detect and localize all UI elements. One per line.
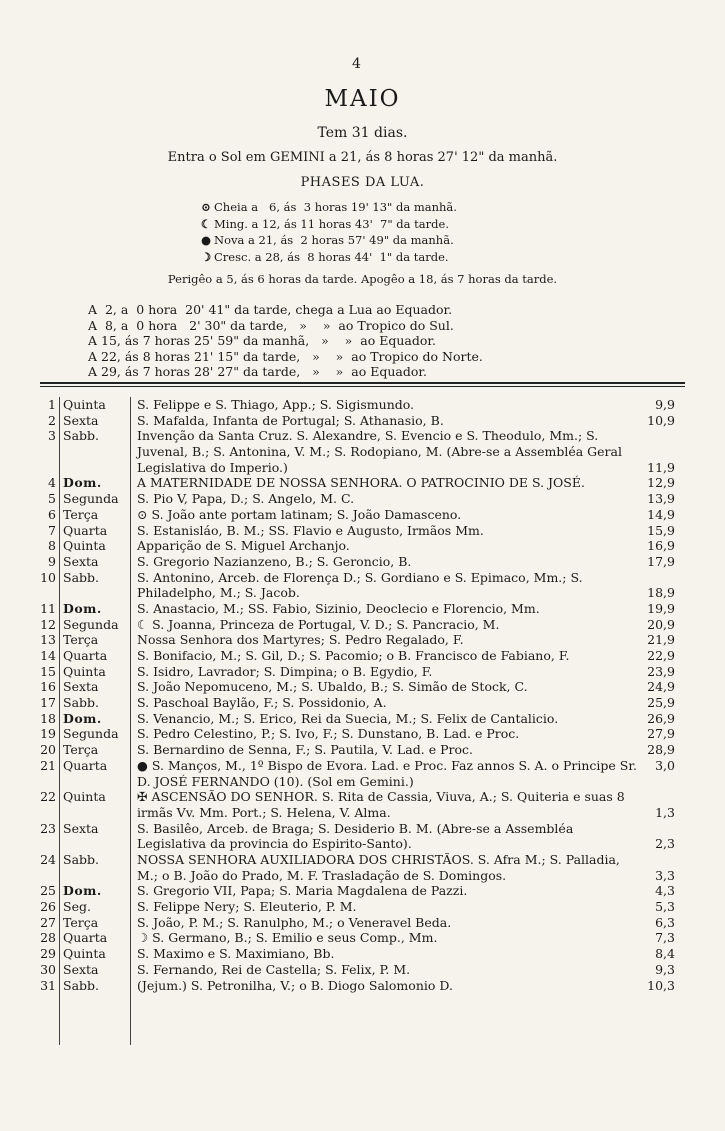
calendar-row [0,789,725,820]
weekday: Sabb. [63,695,99,711]
tide-value: 9,3 [655,961,675,977]
calendar-row [0,946,725,962]
day-number: 29 [40,946,56,962]
tide-value: 18,9 [647,585,675,601]
moon-phase-text: Cheia a 6, ás 3 horas 19' 13" da manhã. [214,200,457,214]
saints-entry: S. Bonifacio, M.; S. Gil, D.; S. Pacomio; o B. Francisco de Fabiano, F. [137,648,570,664]
tide-value: 27,9 [647,726,675,742]
moon-equator-row: A 8, a 0 hora 2' 30" da tarde, » » ao Tropico do Sul. [88,317,454,333]
calendar-row [0,648,725,664]
tide-value: 3,3 [655,867,675,883]
weekday: Quarta [63,648,108,664]
saints-entry: S. Isidro, Lavrador; S. Dimpina; o B. Egydio, F. [137,663,433,679]
day-number: 11 [40,600,56,616]
calendar-row [0,852,725,883]
tide-value: 14,9 [647,506,675,522]
tide-value: 19,9 [647,600,675,616]
saints-entry: S. Bernardino de Senna, F.; S. Pautila, V. Lad. e Proc. [137,742,473,758]
calendar-row [0,491,725,507]
weekday: Sexta [63,412,99,428]
tide-value: 8,4 [655,946,675,962]
moon-phase-text: Ming. a 12, ás 11 horas 43' 7" da tarde. [214,216,449,231]
moon-phase-icon: ● [200,233,212,247]
weekday: Quinta [63,663,106,679]
calendar-row [0,711,725,727]
tide-value: 24,9 [647,679,675,695]
day-number: 10 [40,569,56,585]
weekday: Segunda [63,616,119,632]
tide-value: 22,9 [647,648,675,664]
calendar-row [0,397,725,413]
weekday: Quarta [63,522,108,538]
weekday: Terça [63,632,99,648]
saints-entry: Invenção da Santa Cruz. S. Alexandre, S. Evencio e S. Theodulo, Mm.; S. Juvenal, B.; S. Antonina, V. M.; S. Rodopiano, M. (Abre-se a Assembléa Geral Legislativa do Imperio.) [137,428,622,475]
calendar-row [0,899,725,915]
calendar-row [0,679,725,695]
saints-entry: S. Felippe Nery; S. Eleuterio, P. M. [137,899,357,915]
perigee-apogee: Perigêo a 5, ás 6 horas da tarde. Apogêo a 18, ás 7 horas da tarde. [167,272,558,286]
day-number: 6 [48,506,56,522]
tide-value: 3,0 [655,757,675,773]
saints-entry: S. Pio V, Papa, D.; S. Angelo, M. C. [137,491,355,507]
tide-value: 10,9 [647,412,675,428]
day-number: 3 [48,428,56,444]
day-number: 27 [40,914,56,930]
weekday: Terça [63,914,99,930]
calendar-row [0,570,725,601]
saints-entry: ☾ S. Joanna, Princeza de Portugal, V. D.; S. Pancracio, M. [137,616,500,632]
saints-entry: S. Maximo e S. Maximiano, Bb. [137,946,335,962]
day-number: 12 [40,616,56,632]
moon-equator-row: A 15, ás 7 horas 25' 59" da manhã, » » ao Equador. [88,333,436,348]
moon-phases-list [198,200,457,266]
calendar-row [0,821,725,852]
weekday: Sexta [63,820,99,836]
tide-value: 25,9 [647,695,675,711]
day-number: 24 [40,852,56,868]
tide-value: 4,3 [655,883,675,899]
tide-value: 7,3 [655,930,675,946]
calendar-row [0,915,725,931]
weekday: Quinta [63,538,106,554]
calendar-row [0,978,725,994]
weekday: Quarta [63,930,108,946]
weekday: Quinta [63,397,106,412]
tide-value: 11,9 [647,459,675,475]
tide-value: 15,9 [647,522,675,538]
weekday: Sabb. [63,852,99,868]
day-number: 8 [48,538,56,554]
weekday: Segunda [63,491,119,507]
calendar-row [0,617,725,633]
moon-equator-row: A 2, a 0 hora 20' 41" da tarde, chega a Lua ao Equador. [88,302,453,317]
month-title: MAIO [324,86,401,112]
moon-phase-row [198,250,457,267]
saints-entry: S. Estanisláo, B. M.; SS. Flavio e Augusto, Irmãos Mm. [137,522,484,538]
day-number: 21 [40,757,56,773]
weekday: Dom. [63,883,102,899]
day-number: 2 [48,412,56,428]
day-number: 16 [40,679,56,695]
calendar-table [0,397,725,993]
weekday: Sexta [63,679,99,695]
calendar-row [0,742,725,758]
moon-equator-row: A 29, ás 7 horas 28' 27" da tarde, » » ao Equador. [88,364,427,379]
day-number: 1 [48,397,56,412]
saints-entry: S. Gregorio VII, Papa; S. Maria Magdalena de Pazzi. [137,883,468,899]
tide-value: 13,9 [647,491,675,507]
calendar-row [0,554,725,570]
saints-entry: S. Basilêo, Arceb. de Braga; S. Desiderio B. M. (Abre-se a Assembléa Legislativa da provincia do Espirito-Santo). [137,820,574,852]
weekday: Sexta [63,961,99,977]
day-number: 15 [40,663,56,679]
day-number: 26 [40,899,56,915]
weekday: Sexta [63,553,99,569]
tide-value: 17,9 [647,553,675,569]
saints-entry: NOSSA SENHORA AUXILIADORA DOS CHRISTÃOS. S. Afra M.; S. Palladia, M.; o B. João do Prado, M. F. Trasladação de S. Domingos. [137,852,620,883]
weekday: Dom. [63,710,102,726]
weekday: Terça [63,742,99,758]
saints-entry: S. Pedro Celestino, P.; S. Ivo, F.; S. Dunstano, B. Lad. e Proc. [137,726,520,742]
calendar-row [0,475,725,491]
sun-entry: Entra o Sol em GEMINI a 21, ás 8 horas 27' 12" da manhã. [167,150,558,165]
day-number: 9 [48,553,56,569]
weekday: Sabb. [63,569,99,585]
day-number: 25 [40,883,56,899]
tide-value: 10,3 [647,977,675,993]
calendar-row [0,726,725,742]
saints-entry: S. João Nepomuceno, M.; S. Ubaldo, B.; S. Simão de Stock, C. [137,679,528,695]
weekday: Dom. [63,600,102,616]
calendar-row [0,523,725,539]
day-number: 17 [40,695,56,711]
calendar-row [0,428,725,475]
page-mark: 4 [352,56,361,72]
tide-value: 12,9 [647,475,675,491]
day-number: 30 [40,961,56,977]
calendar-row [0,601,725,617]
double-rule-top [40,382,685,384]
weekday: Sabb. [63,428,99,444]
calendar-row [0,538,725,554]
day-number: 28 [40,930,56,946]
day-number: 14 [40,648,56,664]
moon-equator-row: A 22, ás 8 horas 21' 15" da tarde, » » ao Tropico do Norte. [88,348,483,364]
weekday: Dom. [63,475,102,491]
tide-value: 20,9 [647,616,675,632]
weekday: Quarta [63,757,108,773]
day-number: 19 [40,726,56,742]
moon-equator-list [88,302,483,380]
saints-entry: Apparição de S. Miguel Archanjo. [137,538,350,554]
moon-phase-row [198,217,457,234]
calendar-row [0,664,725,680]
moon-phase-icon: ☾ [200,216,212,231]
weekday: Sabb. [63,977,99,993]
day-number: 13 [40,632,56,648]
tide-value: 1,3 [655,804,675,820]
calendar-row [0,883,725,899]
weekday: Quinta [63,946,106,962]
tide-value: 28,9 [647,742,675,758]
saints-entry: S. Anastacio, M.; SS. Fabio, Sizinio, Deoclecio e Florencio, Mm. [137,600,540,616]
tide-value: 6,3 [655,914,675,930]
saints-entry: ● S. Manços, M., 1º Bispo de Evora. Lad. e Proc. Faz annos S. A. o Principe Sr. D. JOSÉ FERNANDO (10). (Sol em Gemini.) [137,757,637,789]
saints-entry: S. João, P. M.; S. Ranulpho, M.; o Veneravel Beda. [137,914,452,930]
moon-phases-title: PHASES DA LUA. [300,175,425,190]
saints-entry: ☽ S. Germano, B.; S. Emilio e seus Comp., Mm. [137,930,438,946]
day-number: 23 [40,820,56,836]
moon-phase-icon: ☽ [200,249,212,264]
moon-phase-row [198,233,457,250]
moon-phase-row [198,200,457,217]
tide-value: 5,3 [655,899,675,915]
day-number: 18 [40,710,56,726]
calendar-row [0,632,725,648]
tide-value: 16,9 [647,538,675,554]
saints-entry: S. Felippe e S. Thiago, App.; S. Sigismundo. [137,397,415,412]
calendar-row [0,507,725,523]
saints-entry: (Jejum.) S. Petronilha, V.; o B. Diogo Salomonio D. [137,977,453,993]
day-number: 5 [48,491,56,507]
tide-value: 9,9 [655,397,675,412]
calendar-row [0,758,725,789]
weekday: Seg. [63,899,91,915]
double-rule-bottom [40,386,685,387]
saints-entry: S. Antonino, Arceb. de Florença D.; S. Gordiano e S. Epimaco, Mm.; S. Philadelpho, M.; S. Jacob. [137,569,583,601]
saints-entry: S. Gregorio Nazianzeno, B.; S. Geroncio, B. [137,553,412,569]
moon-phase-icon: ⊙ [201,200,211,214]
calendar-row [0,695,725,711]
tide-value: 2,3 [655,836,675,852]
saints-entry: Nossa Senhora dos Martyres; S. Pedro Regalado, F. [137,632,464,648]
weekday: Terça [63,506,99,522]
day-number: 7 [48,522,56,538]
calendar-row [0,413,725,429]
saints-entry: S. Venancio, M.; S. Erico, Rei da Suecia, M.; S. Felix de Cantalicio. [137,710,559,726]
tide-value: 23,9 [647,663,675,679]
calendar-row [0,962,725,978]
saints-entry: S. Fernando, Rei de Castella; S. Felix, P. M. [137,961,411,977]
days-count: Tem 31 dias. [317,125,408,141]
tide-value: 21,9 [647,632,675,648]
day-number: 4 [48,475,56,491]
day-number: 22 [40,789,56,805]
saints-entry: A MATERNIDADE DE NOSSA SENHORA. O PATROCINIO DE S. JOSÉ. [137,475,585,491]
weekday: Segunda [63,726,119,742]
saints-entry: S. Mafalda, Infanta de Portugal; S. Athanasio, B. [137,412,444,428]
calendar-row [0,930,725,946]
saints-entry: ⊙ S. João ante portam latinam; S. João Damasceno. [137,506,462,522]
weekday: Quinta [63,789,106,805]
moon-phase-text: Nova a 21, ás 2 horas 57' 49" da manhã. [214,233,454,247]
day-number: 31 [40,977,56,993]
saints-entry: S. Paschoal Baylão, F.; S. Possidonio, A. [137,695,387,711]
day-number: 20 [40,742,56,758]
saints-entry: ✠ ASCENSÃO DO SENHOR. S. Rita de Cassia, Viuva, A.; S. Quiteria e suas 8 irmãs Vv. Mm. Port.; S. Helena, V. Alma. [137,789,625,820]
tide-value: 26,9 [647,710,675,726]
moon-phase-text: Cresc. a 28, ás 8 horas 44' 1" da tarde. [214,249,449,264]
